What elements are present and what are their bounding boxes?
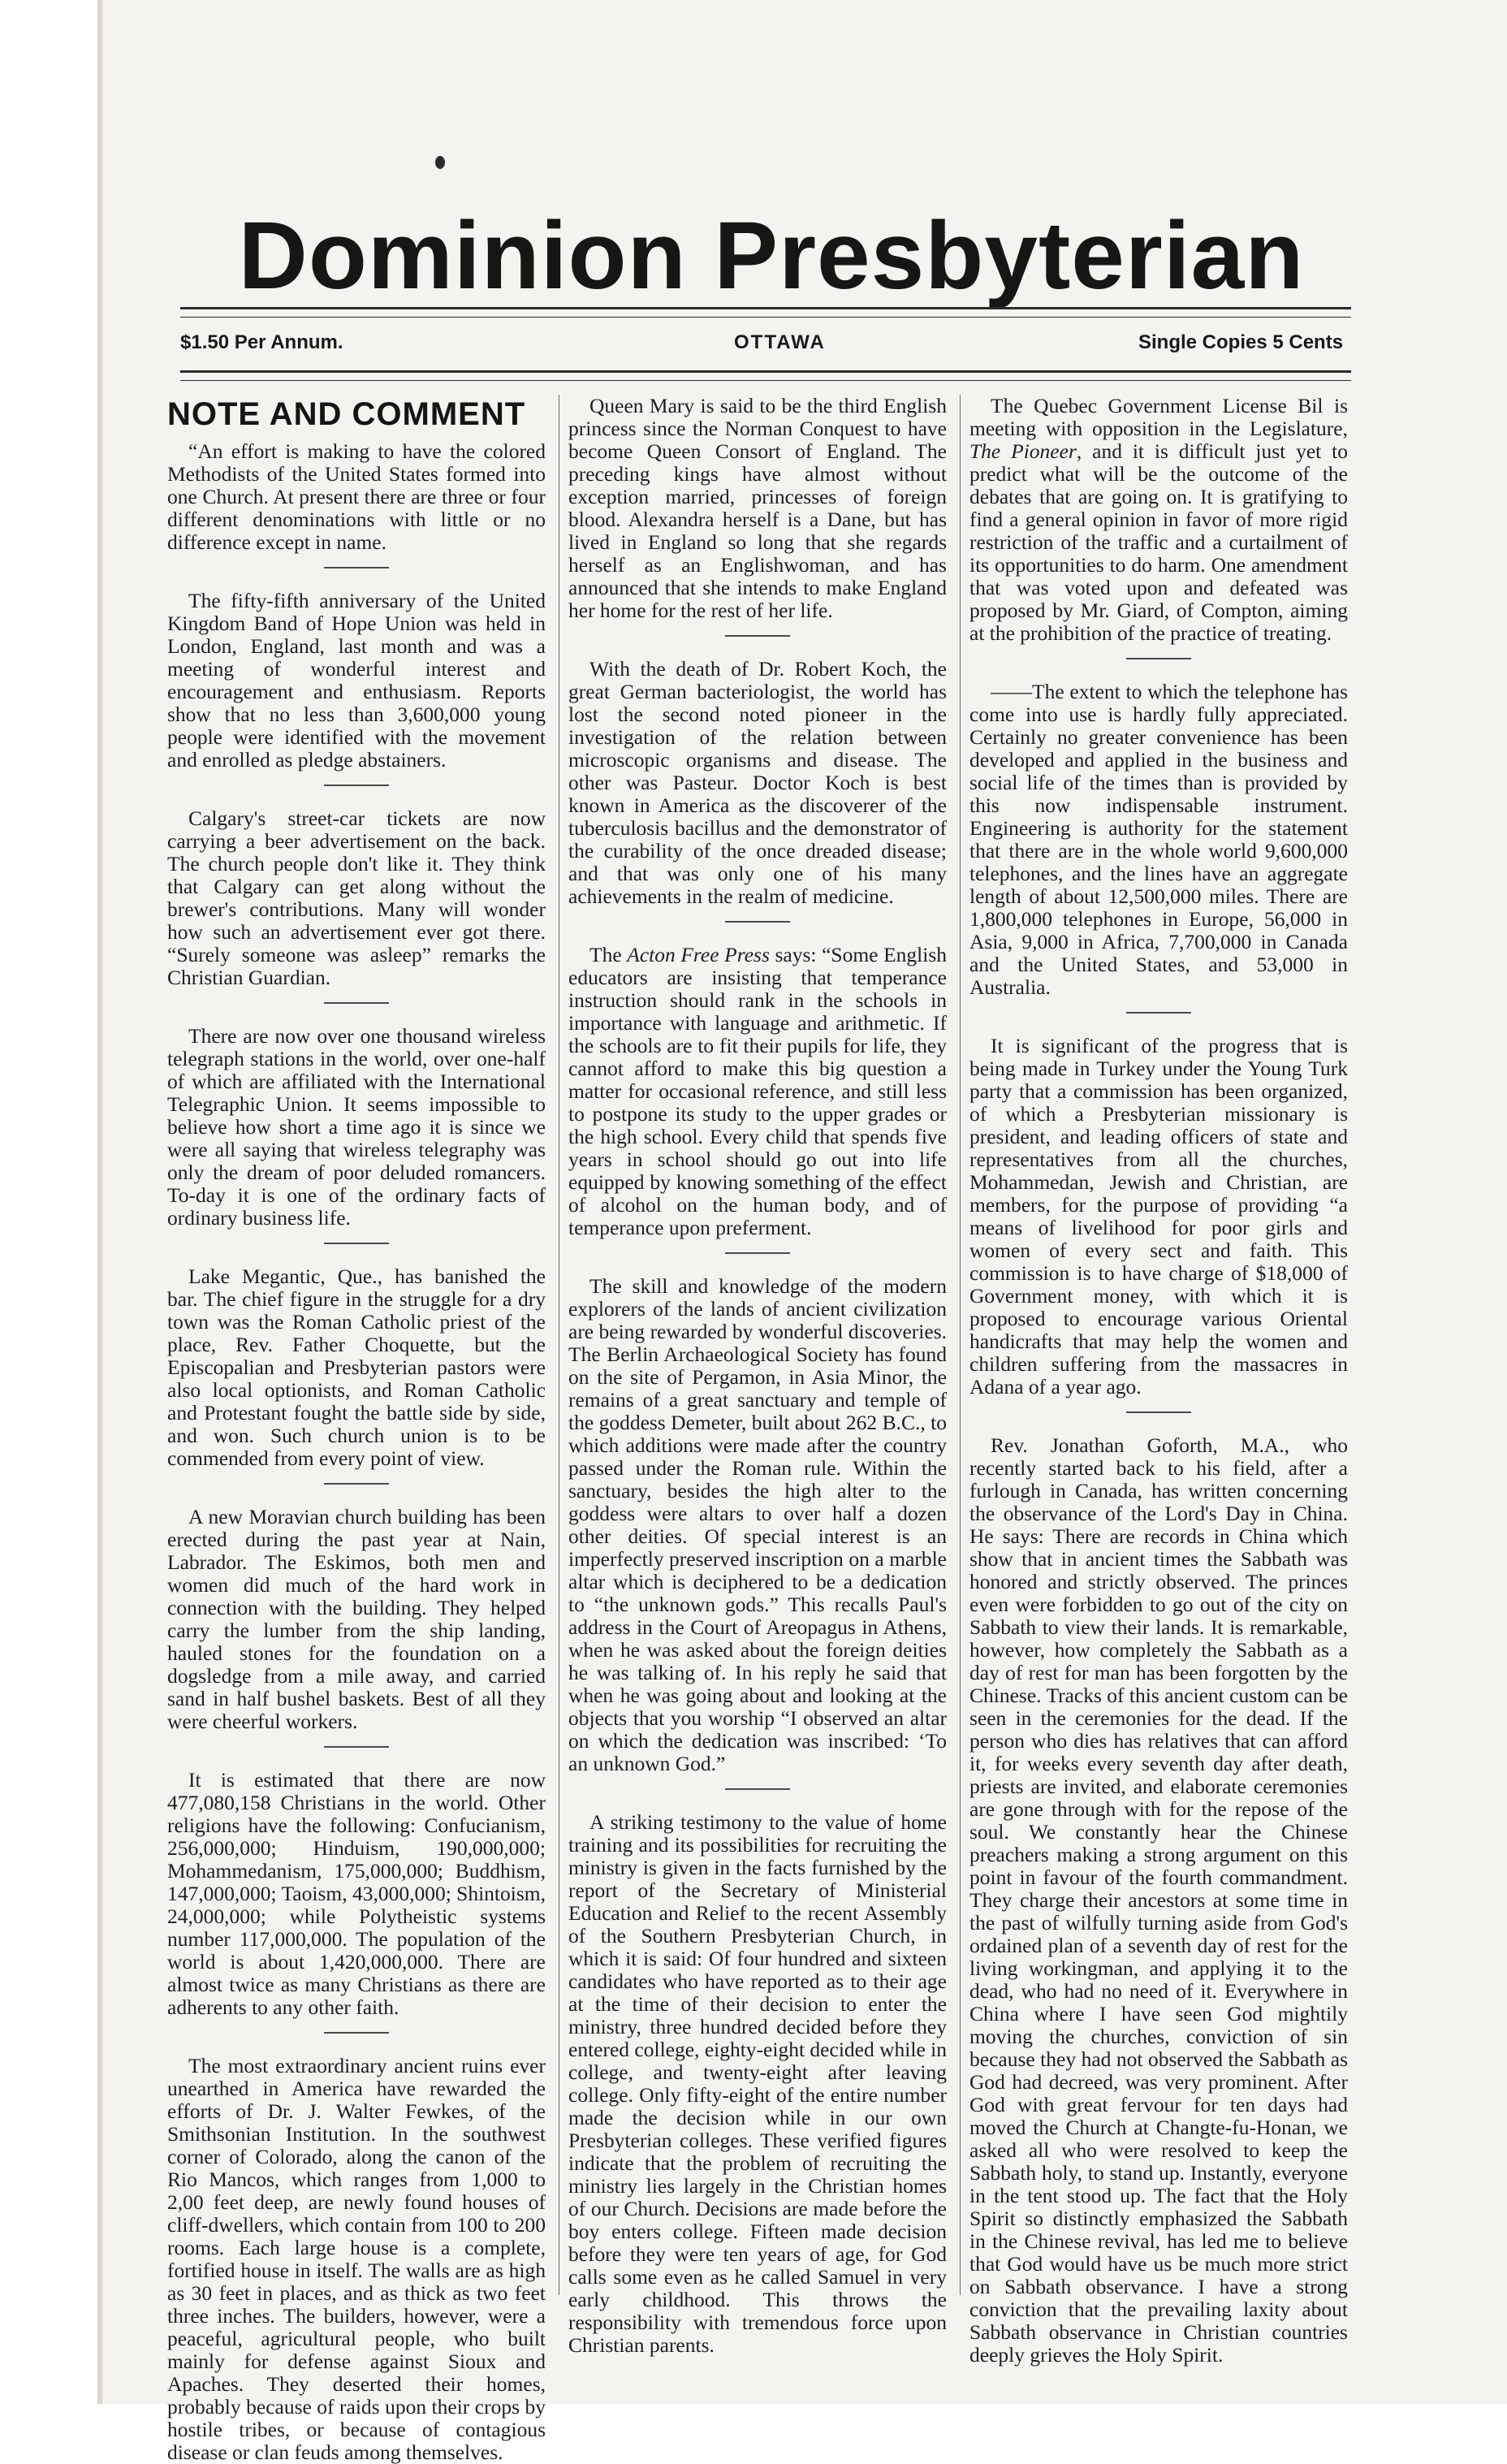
paragraph: The most extraordinary ancient ruins ever unearthed in America have rewarded the efforts of Dr. J. Walter Fewkes, of the Smithsonian Institution. In the southwest corner of Colorado, along the canon of the Rio Mancos, which ranges from 1,000 to 2,00 feet deep, are newly found houses of cliff-dwellers, which contain from 100 to 200 rooms. Each large house is a complete, fortified house in itself. The walls are as high as 30 feet in places, and as thick as two feet three inches. The builders, however, were a peaceful, agricultural people, who built mainly for defense against Sioux and Apaches. They deserted their homes, probably because of raids upon their crops by hostile tribes, or because of contagious disease or clan feuds among themselves. [167, 2054, 546, 2464]
separator [725, 921, 790, 923]
paragraph: It is significant of the progress that is being made in Turkey under the Young Turk party that a commission has been organized, of which a Presbyterian missionary is president, and leading officers of state and representatives from all the churches, Mohammedan, Jewish and Christian, are members, for the purpose of providing “a means of livelihood for poor girls and women of every sect and faith. This commission is to have charge of $18,000 of Government money, with which it is proposed to encourage various Oriental handicrafts that may help the women and children suffering from the massacres in Adana of a year ago. [969, 1034, 1348, 1398]
paragraph: It is estimated that there are now 477,080,158 Christians in the world. Other religions have the following: Confucianism, 256,000,000; Hinduism, 190,000,000; Mohammedanism, 175,000,000; Buddhism, 147,000,000; Taoism, 43,000,000; Shintoism, 24,000,000; while Polytheistic systems number 117,000,000. The population of the world is about 1,420,000,000. There are almost twice as many Christians as there are adherents to any other faith. [167, 1768, 546, 2019]
single-copy-price: Single Copies 5 Cents [1138, 331, 1344, 353]
dateline-rule [180, 370, 1351, 373]
paragraph-body: says: “Some English educators are insisting that temperance instruction should rank in the schools in importance with language and arithmetic. If the schools are to fit their pupils for life, they cannot afford to make this big question a matter for occasional reference, and still less to postpone its study to the upper grades or the high school. Every child that spends five years in school should go out into life equipped by knowing something of the effect of alcohol on the human body, and of temperance upon preferment. [568, 943, 948, 1239]
dateline-rule [180, 380, 1351, 381]
publication-name: Acton Free Press [627, 943, 770, 966]
column-3 [969, 395, 1348, 2367]
paragraph: With the death of Dr. Robert Koch, the great German bacteriologist, the world has lost the second noted pioneer in the investigation of the relation between microscopic organisms and disease. The other was Pasteur. Doctor Koch is best known in America as the discoverer of the tuberculosis bacillus and the demonstrator of the curability of the once dreaded disease; and that was only one of his many achievements in the realm of medicine. [568, 657, 947, 908]
masthead-rule [180, 317, 1351, 318]
separator [324, 785, 389, 786]
paragraph-acton [568, 944, 947, 1239]
price-line: $1.50 Per Annum. [180, 331, 343, 353]
paragraph-intro: The Quebec Government License Bil [991, 394, 1323, 417]
column-rule [960, 395, 961, 2295]
paragraph: Lake Megantic, Que., has banished the bar. The chief figure in the struggle for a dry town was the Roman Catholic priest of the place, Rev. Father Choquette, but the Episcopalian and Presbyterian pastors were also local optionists, and Roman Catholic and Protestant fought the battle side by side, and won. Such church union is to be commended from every point of view. [167, 1264, 546, 1470]
paragraph: There are now over one thousand wireless telegraph stations in the world, over one-half of which are affiliated with the International Telegraphic Union. It seems impossible to believe how short a time ago it is since we were all saying that wireless telegraphy was only the dream of poor deluded romancers. To-day it is one of the ordinary facts of ordinary business life. [167, 1024, 546, 1230]
separator [324, 567, 389, 568]
ink-speck [435, 156, 445, 169]
paragraph: The fifty-fifth anniversary of the United Kingdom Band of Hope Union was held in London, England, last month and was a meeting of wonderful interest and encouragement and enthusiasm. Reports show that no less than 3,600,000 young people were identified with the movement and enrolled as pledge abstainers. [167, 589, 546, 772]
paragraph: Queen Mary is said to be the third English princess since the Norman Conquest to have become Queen Consort of England. The preceding kings have almost without exception married, princesses of foreign blood. Alexandra herself is a Dane, but has lived in England so long that she regards herself as an Englishwoman, and has announced that she intends to make England her home for the rest of her life. [568, 394, 947, 622]
separator [324, 1483, 389, 1485]
paragraph-body: is meeting with opposition in the Legislature, [969, 394, 1348, 440]
separator [324, 2032, 389, 2034]
column-1 [167, 395, 546, 2464]
separator [1126, 658, 1191, 659]
separator [324, 1243, 389, 1244]
masthead-title: Dominion Presbyterian [238, 202, 1305, 309]
separator [324, 1746, 389, 1748]
publication-name: The Pioneer [969, 439, 1077, 463]
paragraph: The skill and knowledge of the modern explorers of the lands of ancient civilization are being rewarded by wonderful discoveries. The Berlin Archaeological Society has found on the site of Pergamon, in Asia Minor, the remains of a great sanctuary and temple of the goddess Demeter, built about 262 B.C., to which additions were made after the country passed under the Roman rule. Within the sanctuary, besides the high alter to the goddess were altars to over half a dozen other deities. Of special interest is an imperfectly preserved inscription on a marble altar which is deciphered to be a dedication to “the unknown gods.” This recalls Paul's address in the Court of Areopagus in Athens, when he was asked about the foreign deities he was talking of. In his reply he said that when he was going about and looking at the objects that you worship “I observed an altar on which the dedication was inscribed: ‘To an unknown God.” [568, 1274, 947, 1775]
paragraph: ——The extent to which the telephone has come into use is hardly fully appreciated. Certainly no greater convenience has been developed and applied in the business and social life of the times than is provided by this now indispensable instrument. Engineering is authority for the statement that there are in the whole world 9,600,000 telephones, and the lines have an aggregate length of about 12,500,000 miles. There are 1,800,000 telephones in Europe, 56,000 in Asia, 9,000 in Africa, 7,700,000 in Canada and the United States, and 53,000 in Australia. [969, 680, 1348, 999]
paragraph: A new Moravian church building has been erected during the past year at Nain, Labrador. The Eskimos, both men and women did much of the hard work in connection with the building. They helped carry the lumber from the ship landing, hauled stones for the foundation on a dogsledge from a mile away, and carried sand in half bushel baskets. Best of all they were cheerful workers. [167, 1505, 546, 1733]
paragraph: A striking testimony to the value of home training and its possibilities for recruiting the ministry is given in the facts furnished by the report of the Secretary of Ministerial Education and Relief to the recent Assembly of the Southern Presbyterian Church, in which it is said: Of four hundred and sixteen candidates who have reported as to their age at the time of their decision to enter the ministry, three hundred decided before they entered college, eighty-eight decided while in college, and twenty-eight after leaving college. Only fifty-eight of the entire number made the decision while in our own Presbyterian colleges. These verified figures indicate that the problem of recruiting the ministry lies largely in the Christian homes of our Church. Decisions are made before the boy enters college. Fifteen made decision before they were ten years of age, for God calls some even as he called Samuel in very early childhood. This throws the responsibility with tremendous force upon Christian parents. [568, 1810, 947, 2357]
separator [324, 1002, 389, 1004]
masthead-rule [180, 307, 1351, 309]
paragraph-intro: The [589, 943, 622, 966]
separator [725, 1788, 790, 1790]
paragraph-quebec [969, 395, 1348, 645]
separator [1126, 1012, 1191, 1014]
column-2 [568, 395, 947, 2357]
paragraph: “An effort is making to have the colored Methodists of the United States formed into one Church. At present there are three or four different denominations with little or no difference except in name. [167, 439, 546, 554]
paragraph: Rev. Jonathan Goforth, M.A., who recently started back to his field, after a furlough in Canada, has written concerning the observance of the Lord's Day in China. He says: There are records in China which show that in ancient times the Sabbath was honored and strictly observed. The princes even were forbidden to go out of the city on Sabbath to view their lands. It is remarkable, however, how completely the Sabbath as a day of rest for man has been forgotten by the Chinese. Tracks of this ancient custom can be seen in the ceremonies for the dead. If the person who dies has relatives that can afford it, for weeks every seventh day after death, priests are invited, and elaborate ceremonies are gone through with for the repose of the soul. We constantly hear the Chinese preachers making a strong argument on this point in favour of the fourth commandment. They charge their ancestors at some time in the past of wilfully turning aside from God's ordained plan of a seventh day of rest for the living workingman, and applying it to the dead, who had no need of it. Everywhere in China where I have seen God mightily moving the churches, conviction of sin because they had not observed the Sabbath as God had decreed, was very prominent. After God with great fervour for ten days had moved the Church at Changte-fu-Honan, we asked all who were resolved to keep the Sabbath holy, to stand up. Instantly, everyone in the tent stood up. The fact that the Holy Spirit so distinctly emphasized the Sabbath in the Chinese revival, has led me to believe that God would have us be much more strict on Sabbath observance. I have a strong conviction that the prevailing laxity about Sabbath observance in Christian countries deeply grieves the Holy Spirit. [969, 1433, 1348, 2367]
paragraph-body: , and it is difficult just yet to predict what will be the outcome of the debates that are going on. It is gratifying to find a general opinion in favor of more rigid restriction of the traffic and a curtailment of its opportunities to do harm. One amendment that was voted upon and defeated was proposed by Mr. Giard, of Compton, aiming at the prohibition of the practice of treating. [969, 439, 1348, 645]
scan-edge [97, 0, 102, 2404]
separator [1126, 1411, 1191, 1413]
dateline-place: OTTAWA [734, 331, 826, 353]
separator [725, 1252, 790, 1254]
section-heading: NOTE AND COMMENT [167, 396, 526, 432]
separator [725, 635, 790, 637]
paragraph: Calgary's street-car tickets are now carrying a beer advertisement on the back. The church people don't like it. They think that Calgary can get along without the brewer's contributions. Many will wonder how such an advertisement ever got there. “Surely someone was asleep” remarks the Christian Guardian. [167, 806, 546, 989]
